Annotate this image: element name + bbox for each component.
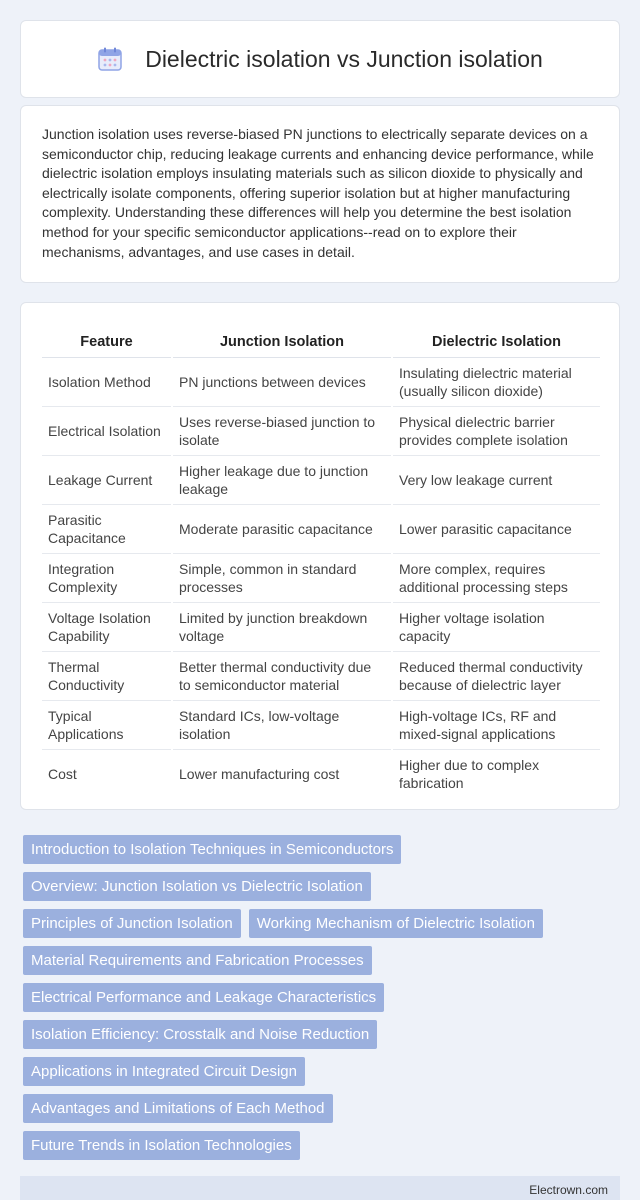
column-header-junction: Junction Isolation [172,321,392,357]
comparison-table [42,321,600,798]
topic-link[interactable]: Overview: Junction Isolation vs Dielectric Isolation [23,872,371,901]
table-row [42,504,600,553]
table-cell: Standard ICs, low-voltage isolation [172,700,392,749]
table-cell: Isolation Method [42,357,172,406]
topic-link[interactable]: Working Mechanism of Dielectric Isolation [249,909,543,938]
table-row [42,749,600,798]
link-row [23,1020,617,1049]
link-row [23,1131,617,1160]
link-row [23,1094,617,1123]
table-cell: Higher leakage due to junction leakage [172,455,392,504]
topic-link[interactable]: Material Requirements and Fabrication Processes [23,946,372,975]
table-header-row [42,321,600,357]
link-row [23,835,617,864]
table-cell: Typical Applications [42,700,172,749]
topic-link[interactable]: Electrical Performance and Leakage Characteristics [23,983,384,1012]
column-header-dielectric: Dielectric Isolation [392,321,600,357]
header-card [20,20,620,98]
link-row [23,909,617,938]
table-cell: Cost [48,765,77,782]
comparison-table-card [20,302,620,810]
column-header-feature: Feature [42,321,172,357]
table-cell: High-voltage ICs, RF and mixed-signal applications [392,700,600,749]
table-row [42,602,600,651]
table-cell: Reduced thermal conductivity because of dielectric layer [392,651,600,700]
topic-link[interactable]: Principles of Junction Isolation [23,909,241,938]
table-row [42,651,600,700]
link-row [23,872,617,901]
link-row [23,946,617,975]
topic-link[interactable]: Isolation Efficiency: Crosstalk and Noise Reduction [23,1020,377,1049]
link-row [23,983,617,1012]
table-cell: Physical dielectric barrier provides complete isolation [392,406,600,455]
table-row [42,553,600,602]
intro-card [20,105,620,283]
table-row [42,455,600,504]
table-cell: Limited by junction breakdown voltage [172,602,392,651]
table-row [42,357,600,406]
topic-link[interactable]: Applications in Integrated Circuit Design [23,1057,305,1086]
table-cell: More complex, requires additional processing steps [392,553,600,602]
topic-link[interactable]: Future Trends in Isolation Technologies [23,1131,300,1160]
page-title: Dielectric isolation vs Junction isolation [145,45,543,72]
table-cell: Thermal Conductivity [42,651,172,700]
table-cell: Lower manufacturing cost [172,749,392,798]
table-cell: Simple, common in standard processes [172,553,392,602]
table-cell: Voltage Isolation Capability [42,602,172,651]
topic-links [23,835,617,1168]
table-cell: PN junctions between devices [172,357,392,406]
table-cell: Very low leakage current [392,455,600,504]
table-cell: Higher due to complex fabrication [392,749,600,798]
table-cell: Parasitic Capacitance [42,504,172,553]
footer-site-name[interactable]: Electrown.com [529,1183,608,1197]
table-row [42,700,600,749]
table-row [42,406,600,455]
table-cell: Leakage Current [42,455,172,504]
footer [20,1176,620,1200]
table-cell: Moderate parasitic capacitance [172,504,392,553]
topic-link[interactable]: Advantages and Limitations of Each Method [23,1094,333,1123]
table-cell: Integration Complexity [42,553,172,602]
table-cell: Higher voltage isolation capacity [392,602,600,651]
calendar-icon [97,46,123,72]
table-cell: Electrical Isolation [42,406,172,455]
link-row [23,1057,617,1086]
table-cell: Insulating dielectric material (usually silicon dioxide) [392,357,600,406]
table-cell: Uses reverse-biased junction to isolate [172,406,392,455]
intro-text: Junction isolation uses reverse-biased PN junctions to electrically separate devices on a semiconductor chip, reducing leakage currents and enhancing device performance, while dielectric isolation employs insulating materials such as silicon dioxide to physically and electrically isolate components, offering superior isolation but at higher manufacturing complexity. Understanding these differences will help you determine the best isolation method for your specific semiconductor applications--read on to explore their mechanisms, advantages, and use cases in detail. [42,126,594,260]
table-cell: Better thermal conductivity due to semiconductor material [172,651,392,700]
table-cell: Lower parasitic capacitance [392,504,600,553]
topic-link[interactable]: Introduction to Isolation Techniques in Semiconductors [23,835,401,864]
